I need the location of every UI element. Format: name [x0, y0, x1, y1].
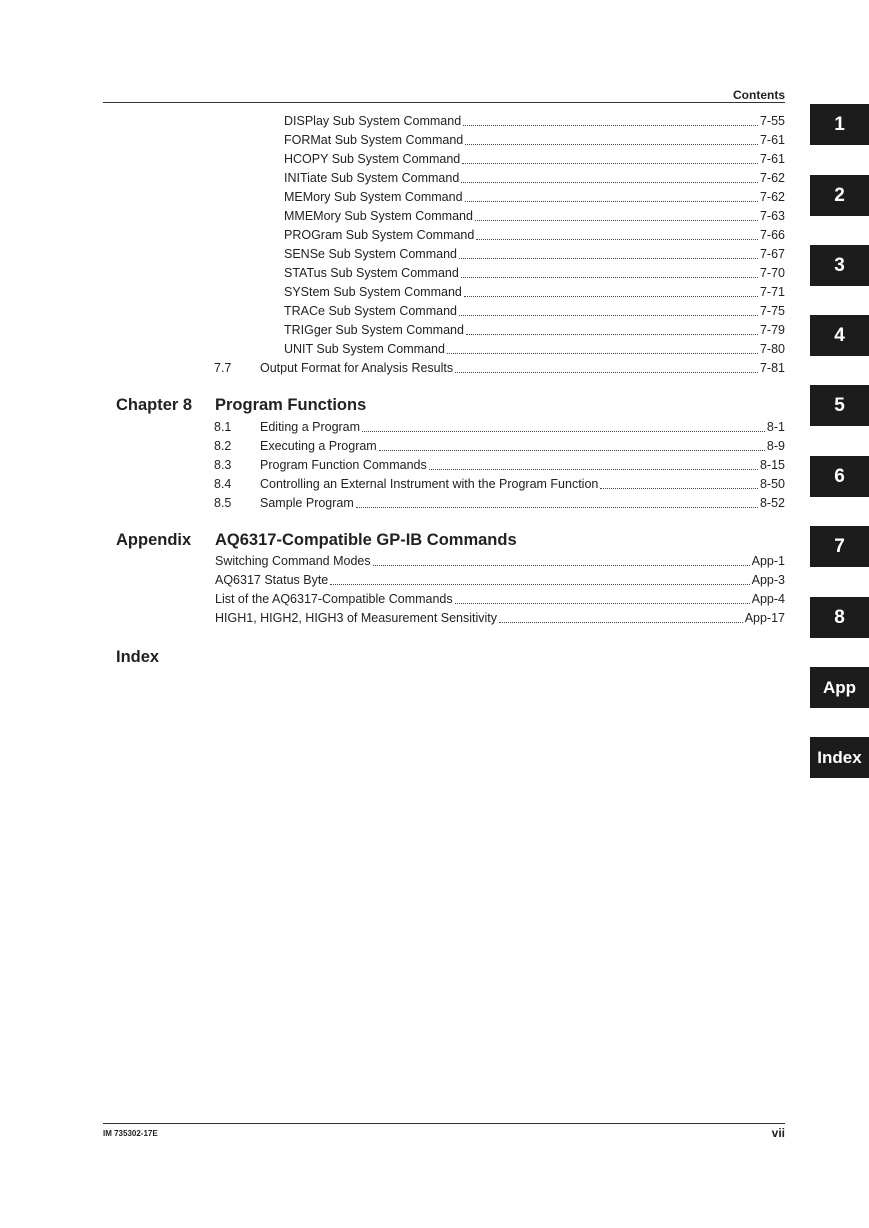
toc-entry-title: HIGH1, HIGH2, HIGH3 of Measurement Sensitivity [215, 611, 498, 625]
toc-entry-page: 8-50 [759, 477, 785, 491]
leader-dots [475, 206, 758, 221]
chapter-tab-6[interactable]: 6 [810, 456, 869, 497]
chapter-title[interactable]: Program Functions [215, 396, 367, 414]
toc-entry-page: 7-66 [759, 228, 785, 242]
toc-entry-page: 7-71 [759, 285, 785, 299]
toc-entry[interactable] [214, 438, 785, 454]
toc-entry-title: Sample Program [260, 496, 354, 510]
toc-entry[interactable] [284, 246, 785, 262]
chapter-tab-2[interactable]: 2 [810, 175, 869, 216]
toc-entry-page: App-1 [751, 554, 785, 568]
toc-entry-page: App-4 [751, 592, 785, 606]
leader-dots [461, 263, 758, 278]
toc-entry-title: List of the AQ6317-Compatible Commands [215, 592, 453, 606]
leader-dots [373, 551, 750, 566]
chapter-tab-8[interactable]: 8 [810, 597, 869, 638]
chapter-tab-7[interactable]: 7 [810, 526, 869, 567]
toc-entry-title: UNIT Sub System Command [284, 342, 445, 356]
leader-dots [330, 570, 749, 585]
toc-entry-page: 7-67 [759, 247, 785, 261]
footer-doc-id: IM 735302-17E [103, 1129, 158, 1138]
index-label[interactable]: Index [116, 648, 160, 666]
toc-entry-page: 7-61 [759, 152, 785, 166]
toc-entry-title: Switching Command Modes [215, 554, 371, 568]
toc-entry-title: FORMat Sub System Command [284, 133, 464, 147]
toc-entry[interactable] [284, 151, 785, 167]
toc-entry-page: App-3 [751, 573, 785, 587]
toc-entry[interactable] [214, 419, 785, 435]
toc-entry-title: Program Function Commands [260, 458, 427, 472]
chapter-label: Chapter 8 [116, 396, 193, 414]
leader-dots [459, 301, 758, 316]
section-number: 8.4 [214, 477, 232, 491]
toc-entry-title: Output Format for Analysis Results [260, 361, 454, 375]
toc-entry[interactable] [215, 553, 785, 569]
toc-entry-page: 7-62 [759, 171, 785, 185]
toc-entry-title: MEMory Sub System Command [284, 190, 463, 204]
toc-entry-page: 7-63 [759, 209, 785, 223]
leader-dots [462, 149, 758, 164]
toc-entry-title: TRACe Sub System Command [284, 304, 457, 318]
toc-entry-page: 7-81 [759, 361, 785, 375]
leader-dots [465, 187, 758, 202]
leader-dots [466, 320, 758, 335]
toc-entry[interactable] [284, 341, 785, 357]
toc-entry[interactable] [284, 227, 785, 243]
chapter-tab-1[interactable]: 1 [810, 104, 869, 145]
toc-entry-page: 7-61 [759, 133, 785, 147]
chapter-tab-5[interactable]: 5 [810, 385, 869, 426]
header-rule [103, 102, 785, 103]
leader-dots [429, 455, 758, 470]
toc-entry[interactable] [284, 303, 785, 319]
leader-dots [463, 111, 758, 126]
toc-entry-page: 7-79 [759, 323, 785, 337]
toc-entry-title: TRIGger Sub System Command [284, 323, 464, 337]
toc-entry-title: MMEMory Sub System Command [284, 209, 473, 223]
toc-entry[interactable] [284, 322, 785, 338]
toc-entry-page: 7-62 [759, 190, 785, 204]
toc-entry[interactable] [214, 457, 785, 473]
section-number: 8.1 [214, 420, 232, 434]
toc-entry-title: AQ6317 Status Byte [215, 573, 329, 587]
toc-entry-title: Editing a Program [260, 420, 361, 434]
appendix-label: Appendix [116, 531, 192, 549]
toc-entry-title: HCOPY Sub System Command [284, 152, 461, 166]
section-number: 8.5 [214, 496, 232, 510]
toc-entry[interactable] [215, 591, 785, 607]
toc-entry[interactable] [214, 495, 785, 511]
toc-entry-page: 7-70 [759, 266, 785, 280]
leader-dots [461, 168, 758, 183]
toc-entry[interactable] [214, 476, 785, 492]
toc-entry-title: SYStem Sub System Command [284, 285, 462, 299]
leader-dots [476, 225, 758, 240]
toc-entry-page: 7-55 [759, 114, 785, 128]
toc-entry-title: STATus Sub System Command [284, 266, 459, 280]
toc-entry-page: 7-80 [759, 342, 785, 356]
toc-entry-page: 8-1 [766, 420, 785, 434]
footer-page-number: vii [771, 1126, 785, 1140]
page-header-title: Contents [733, 88, 785, 102]
toc-entry[interactable] [284, 189, 785, 205]
leader-dots [499, 608, 743, 623]
toc-entry[interactable] [215, 572, 785, 588]
leader-dots [356, 493, 758, 508]
section-number: 7.7 [214, 361, 232, 375]
leader-dots [464, 282, 758, 297]
footer-rule [103, 1123, 785, 1124]
chapter-tab-3[interactable]: 3 [810, 245, 869, 286]
leader-dots [600, 474, 758, 489]
toc-entry-page: 7-75 [759, 304, 785, 318]
leader-dots [455, 589, 750, 604]
toc-entry[interactable] [284, 208, 785, 224]
toc-entry[interactable] [215, 610, 785, 626]
toc-entry-page: 8-9 [766, 439, 785, 453]
leader-dots [447, 339, 758, 354]
leader-dots [465, 130, 758, 145]
section-number: 8.3 [214, 458, 232, 472]
leader-dots [455, 358, 758, 373]
toc-entry[interactable] [284, 132, 785, 148]
toc-entry-page: 8-15 [759, 458, 785, 472]
toc-entry[interactable] [284, 113, 785, 129]
appendix-title[interactable]: AQ6317-Compatible GP-IB Commands [215, 531, 517, 549]
toc-entry-title: SENSe Sub System Command [284, 247, 457, 261]
section-number: 8.2 [214, 439, 232, 453]
toc-entry-title: INITiate Sub System Command [284, 171, 460, 185]
toc-entry-page: App-17 [744, 611, 785, 625]
toc-entry[interactable] [284, 265, 785, 281]
chapter-tab-index[interactable]: Index [810, 737, 869, 778]
toc-entry-title: Executing a Program [260, 439, 377, 453]
toc-entry[interactable] [214, 360, 785, 376]
toc-entry-page: 8-52 [759, 496, 785, 510]
toc-entry-title: Controlling an External Instrument with the Program Function [260, 477, 599, 491]
toc-entry[interactable] [284, 170, 785, 186]
toc-entry-title: PROGram Sub System Command [284, 228, 475, 242]
leader-dots [459, 244, 758, 259]
toc-entry[interactable] [284, 284, 785, 300]
chapter-tab-4[interactable]: 4 [810, 315, 869, 356]
chapter-tab-app[interactable]: App [810, 667, 869, 708]
leader-dots [379, 436, 765, 451]
toc-entry-title: DISPlay Sub System Command [284, 114, 462, 128]
leader-dots [362, 417, 765, 432]
